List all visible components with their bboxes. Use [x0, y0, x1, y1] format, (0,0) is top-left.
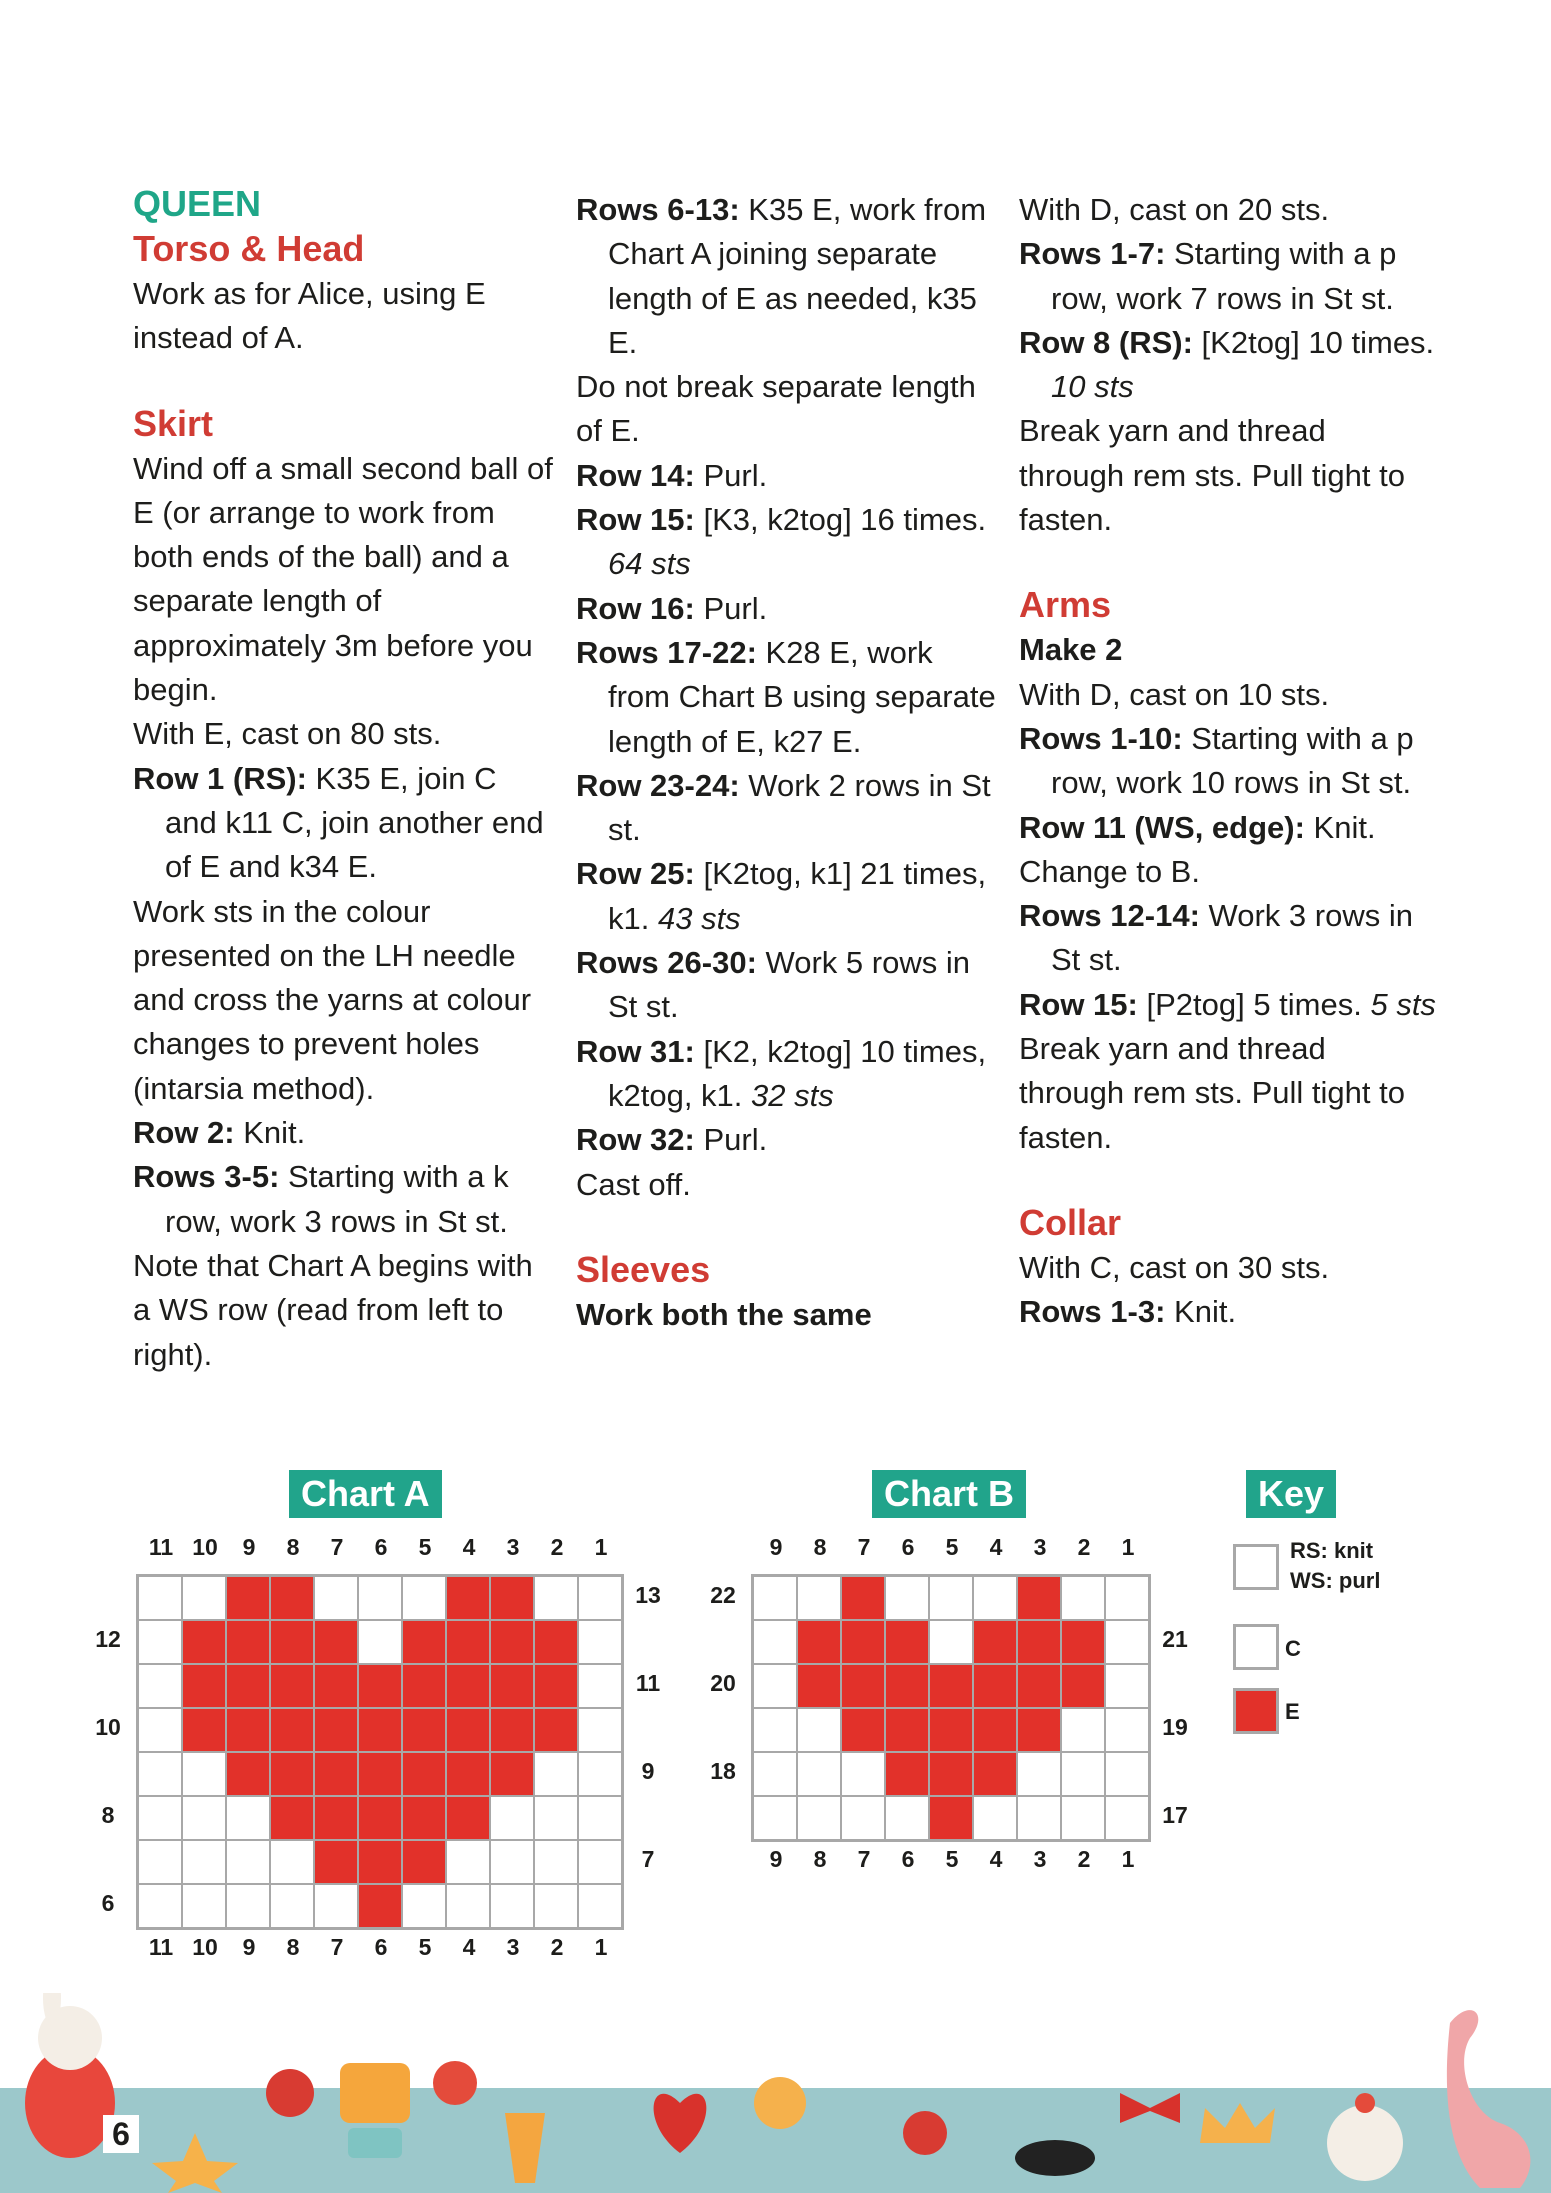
column-number: 8 — [813, 1534, 827, 1560]
row-number: 13 — [635, 1582, 661, 1608]
red-flower-illustration — [903, 2111, 947, 2155]
chart-cell-e — [886, 1753, 928, 1795]
chart-cell-e — [491, 1753, 533, 1795]
chart-cell-empty — [535, 1841, 577, 1883]
chart-cell-e — [930, 1753, 972, 1795]
chart-cell-empty — [754, 1621, 796, 1663]
chart-cell-empty — [315, 1885, 357, 1927]
column-number: 9 — [769, 1534, 783, 1560]
chart-cell-e — [930, 1665, 972, 1707]
chart-cell-empty — [139, 1885, 181, 1927]
section-title-queen: QUEEN — [133, 183, 262, 224]
bow-illustration — [1120, 2093, 1180, 2123]
chart-cell-e — [842, 1709, 884, 1751]
column-number: 9 — [769, 1846, 783, 1872]
chart-cell-empty — [1018, 1797, 1060, 1839]
chart-cell-e — [842, 1577, 884, 1619]
column-number: 9 — [242, 1534, 256, 1560]
chart-cell-empty — [579, 1621, 621, 1663]
instruction-row: Row 11 (WS, edge): Knit. — [1019, 809, 1376, 845]
column-number: 6 — [374, 1534, 388, 1560]
chart-cell-empty — [754, 1797, 796, 1839]
chart-cell-empty — [403, 1577, 445, 1619]
chart-cell-empty — [798, 1709, 840, 1751]
row-number: 10 — [95, 1714, 121, 1740]
break-yarn-note: Break yarn and thread through rem sts. Pull tight to fasten. — [1019, 413, 1405, 538]
chart-cell-empty — [535, 1797, 577, 1839]
chart-cell-e — [227, 1665, 269, 1707]
chart-cell-e — [798, 1665, 840, 1707]
column-number: 11 — [148, 1934, 174, 1960]
star-illustration — [152, 2133, 238, 2193]
chart-cell-empty — [754, 1665, 796, 1707]
chart-cell-empty — [1106, 1709, 1148, 1751]
column-number: 5 — [945, 1534, 959, 1560]
chart-cell-e — [315, 1709, 357, 1751]
chart-cell-e — [271, 1797, 313, 1839]
break-yarn-note: Break yarn and thread through rem sts. Pull tight to fasten. — [1019, 1031, 1405, 1155]
column-number: 10 — [192, 1534, 218, 1560]
chart-cell-empty — [842, 1753, 884, 1795]
chart-cell-e — [842, 1665, 884, 1707]
chart-cell-empty — [798, 1753, 840, 1795]
row-number: 7 — [641, 1846, 655, 1872]
column-number: 7 — [857, 1846, 871, 1872]
chart-cell-e — [886, 1621, 928, 1663]
chart-cell-e — [974, 1621, 1016, 1663]
chart-cell-empty — [491, 1841, 533, 1883]
chart-cell-empty — [535, 1753, 577, 1795]
column-number: 8 — [813, 1846, 827, 1872]
chart-cell-empty — [139, 1753, 181, 1795]
chart-cell-e — [1018, 1621, 1060, 1663]
chart-cell-empty — [579, 1797, 621, 1839]
chart-cell-empty — [183, 1841, 225, 1883]
instruction-row: Row 14: Purl. — [576, 457, 768, 493]
chart-cell-empty — [754, 1577, 796, 1619]
chart-cell-empty — [139, 1797, 181, 1839]
chart-cell-e — [535, 1709, 577, 1751]
change-colour: Change to B. — [1019, 853, 1200, 889]
column-number: 6 — [374, 1934, 388, 1960]
chart-cell-empty — [1106, 1753, 1148, 1795]
flamingo-illustration — [1447, 2010, 1531, 2188]
chart-cell-e — [798, 1621, 840, 1663]
wonderland-illustrations — [0, 1993, 1551, 2193]
chart-cell-empty — [1106, 1797, 1148, 1839]
chart-cell-e — [447, 1709, 489, 1751]
chart-cell-empty — [447, 1841, 489, 1883]
chart-cell-e — [491, 1621, 533, 1663]
chart-cell-e — [886, 1665, 928, 1707]
chart-cell-empty — [1062, 1797, 1104, 1839]
chart-cell-e — [491, 1665, 533, 1707]
skirt-intro: Wind off a small second ball of E (or arrange to work from both ends of the ball) and a separate length of approximately 3m before you begin. — [133, 450, 553, 708]
chart-cell-e — [403, 1797, 445, 1839]
chart-cell-e — [974, 1753, 1016, 1795]
chart-a-grid — [136, 1574, 624, 1930]
column-number: 8 — [286, 1934, 300, 1960]
instruction-row: Rows 1-3: Knit. — [1019, 1294, 1237, 1330]
arms-subheading: Make 2 — [1019, 632, 1123, 668]
mushroom-illustration — [433, 2061, 477, 2105]
teapot-illustration — [1327, 2105, 1403, 2181]
collar-cast-on: With C, cast on 30 sts. — [1019, 1249, 1330, 1285]
chart-cell-empty — [1106, 1621, 1148, 1663]
chart-cell-empty — [535, 1577, 577, 1619]
row-number: 17 — [1162, 1802, 1188, 1828]
key-label-e: E — [1285, 1699, 1300, 1724]
chart-cell-empty — [359, 1577, 401, 1619]
chart-cell-empty — [1062, 1709, 1104, 1751]
chart-cell-e — [447, 1665, 489, 1707]
chart-cell-empty — [139, 1709, 181, 1751]
chart-cell-empty — [183, 1753, 225, 1795]
heading-arms: Arms — [1019, 584, 1112, 626]
chart-b-column-numbers — [754, 1534, 1150, 1561]
chart-cell-e — [403, 1665, 445, 1707]
heart-lock-illustration — [654, 2094, 707, 2153]
row-number: 6 — [101, 1890, 115, 1916]
column-number: 2 — [550, 1534, 564, 1560]
chart-cell-e — [183, 1709, 225, 1751]
chart-cell-e — [403, 1841, 445, 1883]
chart-cell-empty — [798, 1577, 840, 1619]
cast-off: Cast off. — [576, 1166, 691, 1202]
no-break-note: Do not break separate length of E. — [576, 369, 976, 449]
skirt-cast-on: With E, cast on 80 sts. — [133, 716, 442, 752]
column-number: 7 — [330, 1534, 344, 1560]
chart-cell-empty — [886, 1797, 928, 1839]
chart-cell-empty — [535, 1885, 577, 1927]
chart-cell-empty — [491, 1797, 533, 1839]
heading-torso-head: Torso & Head — [133, 228, 365, 269]
sleeves-subheading: Work both the same — [576, 1296, 872, 1332]
row-number: 21 — [1162, 1626, 1188, 1652]
chart-cell-e — [183, 1621, 225, 1663]
chart-cell-e — [271, 1621, 313, 1663]
chart-cell-empty — [579, 1885, 621, 1927]
chart-cell-empty — [886, 1577, 928, 1619]
heading-collar: Collar — [1019, 1201, 1122, 1243]
key-label-knit-purl: RS: knit WS: purl — [1290, 1538, 1381, 1593]
column-number: 1 — [1121, 1534, 1135, 1560]
instruction-row: Row 8 (RS): [K2tog] 10 times. 10 sts — [1019, 324, 1435, 405]
column-2 — [576, 188, 996, 1337]
chart-cell-e — [315, 1665, 357, 1707]
chart-cell-empty — [974, 1797, 1016, 1839]
chart-cell-e — [974, 1709, 1016, 1751]
column-number: 6 — [901, 1534, 915, 1560]
chart-cell-e — [271, 1709, 313, 1751]
chart-cell-empty — [1018, 1753, 1060, 1795]
column-number: 10 — [192, 1934, 218, 1960]
chart-cell-empty — [183, 1885, 225, 1927]
key-swatch-c — [1233, 1624, 1279, 1670]
chart-cell-empty — [359, 1621, 401, 1663]
chart-cell-empty — [271, 1841, 313, 1883]
column-3 — [1019, 188, 1439, 1335]
chart-cell-e — [447, 1577, 489, 1619]
column-number: 2 — [550, 1934, 564, 1960]
chart-cell-empty — [579, 1577, 621, 1619]
flower-illustration — [266, 2069, 314, 2117]
instruction-row: Rows 12-14: Work 3 rows in St st. — [1019, 898, 1413, 978]
chart-cell-empty — [403, 1885, 445, 1927]
instruction-row: Rows 26-30: Work 5 rows in St st. — [576, 945, 970, 1025]
column-number: 4 — [989, 1846, 1003, 1872]
row-number: 9 — [641, 1758, 655, 1784]
chart-cell-e — [359, 1665, 401, 1707]
chart-cell-e — [447, 1753, 489, 1795]
page-number: 6 — [103, 2115, 139, 2153]
column-number: 3 — [1033, 1846, 1047, 1872]
chart-cell-empty — [271, 1885, 313, 1927]
chart-cell-empty — [139, 1577, 181, 1619]
column-number: 1 — [594, 1534, 608, 1560]
chart-cell-e — [1062, 1621, 1104, 1663]
instruction-row: Row 2: Knit. — [133, 1115, 306, 1151]
chart-b-column-numbers-bottom — [754, 1846, 1150, 1873]
row-number: 11 — [635, 1670, 661, 1696]
key-swatch-e — [1233, 1688, 1279, 1734]
chart-cell-e — [359, 1797, 401, 1839]
chart-cell-e — [227, 1577, 269, 1619]
chart-cell-e — [886, 1709, 928, 1751]
chart-cell-e — [447, 1797, 489, 1839]
instruction-row: Rows 17-22: K28 E, work from Chart B using separate length of E, k27 E. — [576, 634, 996, 759]
chart-cell-empty — [798, 1797, 840, 1839]
torso-text: Work as for Alice, using E instead of A. — [133, 276, 486, 356]
chart-cell-empty — [183, 1797, 225, 1839]
column-number: 5 — [418, 1534, 432, 1560]
chart-cell-e — [315, 1797, 357, 1839]
column-number: 4 — [462, 1534, 476, 1560]
column-number: 1 — [1121, 1846, 1135, 1872]
chart-cell-empty — [183, 1577, 225, 1619]
instruction-row: Row 25: [K2tog, k1] 21 times, k1. 43 sts — [576, 856, 987, 936]
head-cast-on: With D, cast on 20 sts. — [1019, 192, 1330, 227]
chart-cell-e — [974, 1665, 1016, 1707]
chart-cell-empty — [1106, 1577, 1148, 1619]
chart-cell-empty — [579, 1665, 621, 1707]
chart-cell-empty — [139, 1665, 181, 1707]
chart-cell-e — [271, 1577, 313, 1619]
chart-cell-empty — [491, 1885, 533, 1927]
chart-cell-empty — [974, 1577, 1016, 1619]
column-number: 5 — [945, 1846, 959, 1872]
column-number: 4 — [462, 1934, 476, 1960]
chart-cell-empty — [579, 1841, 621, 1883]
instruction-row: Rows 1-7: Starting with a p row, work 7 rows in St st. — [1019, 236, 1397, 316]
instruction-row: Rows 3-5: Starting with a k row, work 3 rows in St st. — [133, 1159, 509, 1239]
column-number: 1 — [594, 1934, 608, 1960]
teacup-illustration — [340, 2063, 410, 2123]
chart-cell-e — [315, 1841, 357, 1883]
intarsia-note: Work sts in the colour presented on the LH needle and cross the yarns at colour changes to prevent holes (intarsia method). — [133, 893, 532, 1106]
column-number: 7 — [330, 1934, 344, 1960]
chart-cell-e — [535, 1665, 577, 1707]
chart-cell-e — [271, 1665, 313, 1707]
chart-cell-empty — [139, 1841, 181, 1883]
crown-illustration — [1200, 2103, 1275, 2143]
chart-a-column-numbers — [139, 1534, 623, 1561]
chart-cell-e — [1018, 1665, 1060, 1707]
chart-cell-e — [359, 1841, 401, 1883]
chart-cell-e — [227, 1753, 269, 1795]
instruction-row: Row 32: Purl. — [576, 1122, 768, 1158]
chart-cell-e — [491, 1709, 533, 1751]
chart-cell-empty — [579, 1709, 621, 1751]
key-title: Key — [1246, 1470, 1336, 1518]
instruction-row: Row 15: [K3, k2tog] 16 times. 64 sts — [576, 502, 987, 582]
chart-cell-empty — [1062, 1577, 1104, 1619]
chart-cell-e — [227, 1709, 269, 1751]
instruction-row: Row 23-24: Work 2 rows in St st. — [576, 767, 991, 848]
heading-sleeves: Sleeves — [576, 1248, 711, 1290]
chart-cell-empty — [930, 1577, 972, 1619]
chart-cell-empty — [227, 1885, 269, 1927]
column-number: 7 — [857, 1534, 871, 1560]
chart-cell-e — [1018, 1709, 1060, 1751]
chart-cell-empty — [315, 1577, 357, 1619]
chart-b-grid — [751, 1574, 1151, 1842]
chart-cell-e — [359, 1753, 401, 1795]
column-number: 9 — [242, 1934, 256, 1960]
chart-cell-e — [183, 1665, 225, 1707]
column-1 — [133, 182, 553, 1377]
chart-cell-empty — [754, 1753, 796, 1795]
chart-cell-empty — [930, 1621, 972, 1663]
row-number: 12 — [95, 1626, 121, 1652]
hat-illustration — [1015, 2140, 1095, 2176]
chart-cell-e — [1018, 1577, 1060, 1619]
key-label-c: C — [1285, 1636, 1301, 1661]
row-number: 19 — [1162, 1714, 1188, 1740]
chart-cell-empty — [842, 1797, 884, 1839]
chart-cell-empty — [139, 1621, 181, 1663]
column-number: 4 — [989, 1534, 1003, 1560]
column-number: 3 — [1033, 1534, 1047, 1560]
chart-cell-empty — [1106, 1665, 1148, 1707]
chart-cell-e — [315, 1753, 357, 1795]
chart-cell-empty — [579, 1753, 621, 1795]
column-number: 3 — [506, 1934, 520, 1960]
chart-cell-e — [315, 1621, 357, 1663]
instruction-row: Row 16: Purl. — [576, 590, 768, 626]
column-number: 2 — [1077, 1534, 1091, 1560]
chart-cell-e — [447, 1621, 489, 1663]
chart-a-column-numbers-bottom — [139, 1934, 623, 1961]
column-number: 2 — [1077, 1846, 1091, 1872]
chart-cell-e — [403, 1621, 445, 1663]
chart-cell-empty — [447, 1885, 489, 1927]
instruction-row: Rows 1-10: Starting with a p row, work 10 rows in St st. — [1019, 720, 1414, 801]
chart-cell-e — [535, 1621, 577, 1663]
chart-cell-empty — [1062, 1753, 1104, 1795]
chart-cell-empty — [227, 1841, 269, 1883]
chart-cell-e — [359, 1885, 401, 1927]
column-number: 5 — [418, 1934, 432, 1960]
chart-cell-e — [271, 1753, 313, 1795]
chart-cell-empty — [754, 1709, 796, 1751]
instruction-row: Row 1 (RS): K35 E, join C and k11 C, join another end of E and k34 E. — [133, 760, 544, 885]
chart-a-note: Note that Chart A begins with a WS row (read from left to right). — [133, 1247, 533, 1372]
instruction-row: Rows 6-13: K35 E, work from Chart A joining separate length of E as needed, k35 E. — [576, 192, 987, 360]
arms-cast-on: With D, cast on 10 sts. — [1019, 676, 1330, 712]
chart-cell-empty — [227, 1797, 269, 1839]
heading-skirt: Skirt — [133, 402, 214, 444]
instruction-row: Row 15: [P2tog] 5 times. 5 sts — [1019, 986, 1436, 1022]
row-number: 18 — [710, 1758, 736, 1784]
chart-a-title: Chart A — [289, 1470, 442, 1518]
row-number: 8 — [101, 1802, 115, 1828]
chart-cell-e — [403, 1709, 445, 1751]
chart-cell-e — [930, 1797, 972, 1839]
chart-cell-e — [359, 1709, 401, 1751]
chart-cell-e — [842, 1621, 884, 1663]
row-number: 20 — [710, 1670, 736, 1696]
column-number: 11 — [148, 1534, 174, 1560]
instruction-row: Row 31: [K2, k2tog] 10 times, k2tog, k1. 32 sts — [576, 1033, 987, 1113]
row-number: 22 — [710, 1582, 736, 1608]
yellow-flower-illustration — [754, 2077, 806, 2129]
bottle-illustration — [505, 2113, 545, 2183]
chart-b-title: Chart B — [872, 1470, 1026, 1518]
chart-cell-e — [1062, 1665, 1104, 1707]
chart-cell-e — [403, 1753, 445, 1795]
column-number: 3 — [506, 1534, 520, 1560]
chart-cell-e — [227, 1621, 269, 1663]
column-number: 8 — [286, 1534, 300, 1560]
column-number: 6 — [901, 1846, 915, 1872]
chart-cell-e — [491, 1577, 533, 1619]
chart-cell-e — [930, 1709, 972, 1751]
key-swatch-knit-purl — [1233, 1544, 1279, 1590]
